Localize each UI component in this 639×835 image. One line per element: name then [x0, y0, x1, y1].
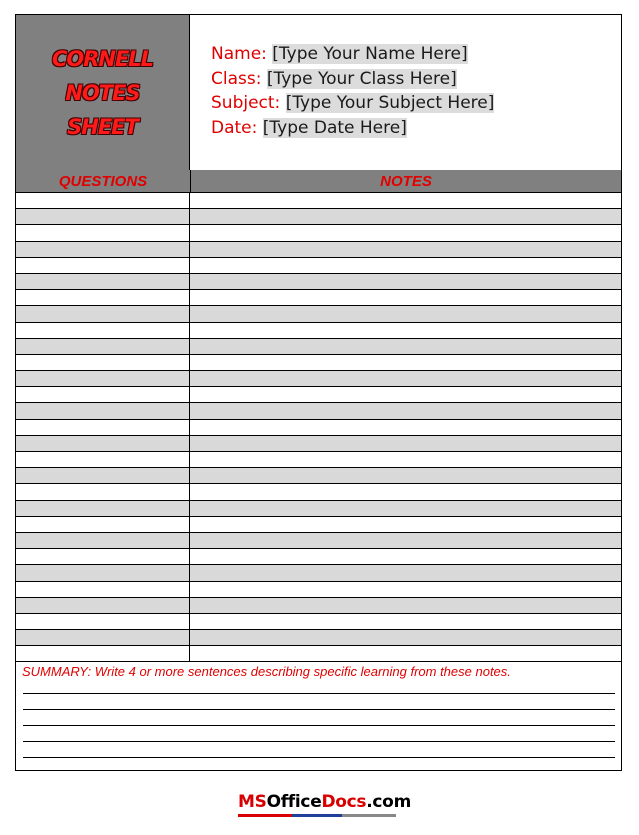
notes-rows [16, 193, 621, 662]
question-cell[interactable] [16, 323, 190, 338]
question-cell[interactable] [16, 290, 190, 305]
summary-line[interactable] [23, 757, 615, 758]
subject-field[interactable]: [Type Your Subject Here] [285, 93, 495, 113]
table-row[interactable] [16, 484, 621, 500]
summary-line[interactable] [23, 709, 615, 710]
class-row [211, 67, 494, 92]
table-row[interactable] [16, 565, 621, 581]
class-field[interactable]: [Type Your Class Here] [266, 68, 457, 89]
question-cell[interactable] [16, 403, 190, 418]
table-row[interactable] [16, 242, 621, 258]
question-cell[interactable] [16, 387, 190, 402]
table-row[interactable] [16, 420, 621, 436]
questions-header: QUESTIONS [58, 173, 148, 190]
question-cell[interactable] [16, 630, 190, 645]
question-cell[interactable] [16, 501, 190, 516]
question-cell[interactable] [16, 258, 190, 273]
msofficedocs-logo [238, 792, 411, 820]
table-row[interactable] [16, 533, 621, 549]
class-label: Class: [211, 68, 262, 89]
table-row[interactable] [16, 371, 621, 387]
info-block [211, 42, 494, 140]
table-row[interactable] [16, 339, 621, 355]
question-cell[interactable] [16, 420, 190, 435]
question-cell[interactable] [16, 598, 190, 613]
table-row[interactable] [16, 468, 621, 484]
notes-header: NOTES [380, 173, 432, 190]
summary-section [16, 658, 621, 770]
sheet-header [16, 15, 621, 171]
question-cell[interactable] [16, 614, 190, 629]
summary-prompt: SUMMARY: Write 4 or more sentences describing specific learning from these notes. [22, 664, 511, 679]
question-cell[interactable] [16, 436, 190, 451]
name-field[interactable]: [Type Your Name Here] [272, 44, 468, 64]
question-cell[interactable] [16, 355, 190, 370]
question-cell[interactable] [16, 193, 190, 208]
table-row[interactable] [16, 403, 621, 419]
cornell-notes-sheet [15, 14, 622, 771]
table-row[interactable] [16, 582, 621, 598]
date-field[interactable]: [Type Date Here] [262, 117, 407, 138]
table-row[interactable] [16, 209, 621, 225]
subject-row [211, 91, 494, 116]
summary-line[interactable] [23, 741, 615, 742]
name-row [211, 42, 494, 67]
question-cell[interactable] [16, 242, 190, 257]
table-row[interactable] [16, 614, 621, 630]
logo-office: Office [266, 792, 322, 812]
logo-bar-red [238, 814, 292, 817]
question-cell[interactable] [16, 209, 190, 224]
table-row[interactable] [16, 258, 621, 274]
column-header [16, 170, 621, 193]
question-cell[interactable] [16, 582, 190, 597]
table-row[interactable] [16, 598, 621, 614]
date-row [211, 116, 494, 141]
table-row[interactable] [16, 452, 621, 468]
logo-com: .com [366, 792, 411, 812]
table-row[interactable] [16, 501, 621, 517]
table-row[interactable] [16, 387, 621, 403]
table-row[interactable] [16, 436, 621, 452]
table-row[interactable] [16, 630, 621, 646]
logo-docs: Docs [321, 792, 367, 812]
question-cell[interactable] [16, 306, 190, 321]
question-cell[interactable] [16, 452, 190, 467]
question-cell[interactable] [16, 468, 190, 483]
question-cell[interactable] [16, 484, 190, 499]
summary-line[interactable] [23, 725, 615, 726]
table-row[interactable] [16, 549, 621, 565]
question-cell[interactable] [16, 517, 190, 532]
question-cell[interactable] [16, 549, 190, 564]
title-line-2: NOTES [65, 80, 140, 105]
logo-ms: MS [238, 792, 267, 812]
table-row[interactable] [16, 355, 621, 371]
question-cell[interactable] [16, 371, 190, 386]
question-cell[interactable] [16, 274, 190, 289]
name-label: Name: [211, 44, 267, 64]
table-row[interactable] [16, 290, 621, 306]
table-row[interactable] [16, 193, 621, 209]
table-row[interactable] [16, 517, 621, 533]
question-cell[interactable] [16, 225, 190, 240]
table-row[interactable] [16, 274, 621, 290]
logo-bar-gray [342, 814, 396, 817]
title-line-1: CORNELL [51, 46, 154, 71]
table-row[interactable] [16, 306, 621, 322]
question-cell[interactable] [16, 533, 190, 548]
date-label: Date: [211, 117, 258, 138]
title-box [16, 15, 190, 170]
logo-bar-blue [292, 814, 342, 817]
title-line-3: SHEET [67, 114, 138, 139]
table-row[interactable] [16, 323, 621, 339]
summary-line[interactable] [23, 693, 615, 694]
table-row[interactable] [16, 225, 621, 241]
question-cell[interactable] [16, 339, 190, 354]
subject-label: Subject: [211, 93, 281, 113]
question-cell[interactable] [16, 565, 190, 580]
